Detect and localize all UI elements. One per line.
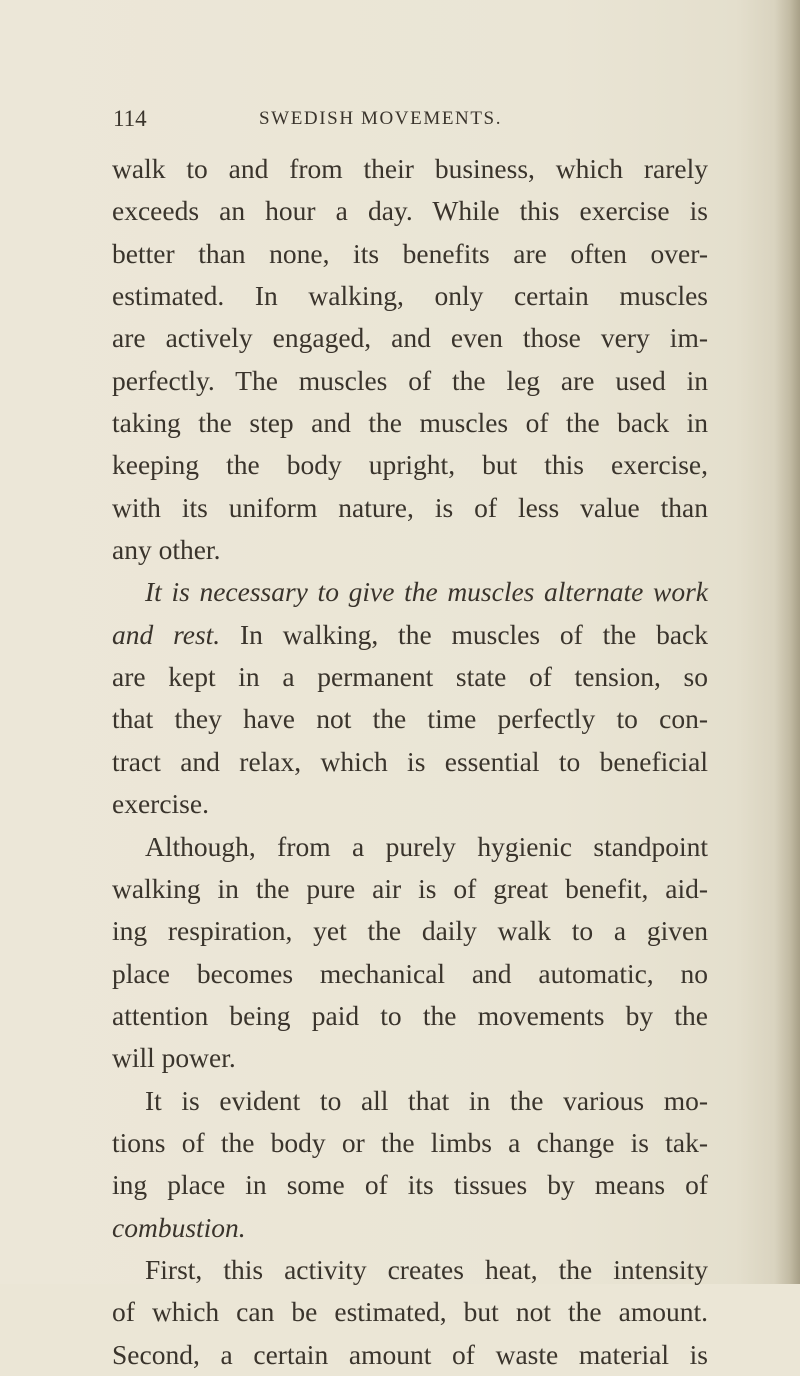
- text-line: are kept in a permanent state of tension, so: [112, 661, 708, 693]
- text-line: tract and relax, which is essential to beneficial: [112, 745, 708, 777]
- text-line: exercise.: [112, 788, 209, 820]
- text-line: taking the step and the muscles of the back in: [112, 407, 708, 439]
- text-line: estimated. In walking, only certain muscles: [112, 280, 708, 312]
- text-line: walk to and from their business, which rarely: [112, 153, 708, 184]
- text-line: perfectly. The muscles of the leg are used in: [112, 364, 708, 396]
- body-text: [112, 148, 708, 1376]
- running-title: SWEDISH MOVEMENTS.: [259, 108, 503, 129]
- text-line: Although, from a purely hygienic standpoint: [145, 830, 708, 862]
- text-line: any other.: [112, 534, 221, 566]
- text-line: exceeds an hour a day. While this exercise is: [112, 195, 708, 227]
- italic-line: It is necessary to give the muscles alternate work: [145, 576, 708, 608]
- page-edge-shadow: [774, 0, 800, 1284]
- text-fragment: In walking, the muscles of the back: [220, 618, 708, 650]
- italic-line: combustion.: [112, 1211, 246, 1243]
- text-line: ing respiration, yet the daily walk to a given: [112, 915, 708, 947]
- text-line: keeping the body upright, but this exercise,: [112, 449, 708, 481]
- page-number: 114: [113, 106, 147, 131]
- text-line: of which can be estimated, but not the amount.: [112, 1296, 708, 1328]
- text-line: are actively engaged, and even those very im-: [112, 322, 708, 354]
- text-line: Second, a certain amount of waste material is: [112, 1338, 708, 1370]
- text-line: attention being paid to the movements by the: [112, 999, 708, 1031]
- text-line: [112, 614, 708, 656]
- page-header: [113, 106, 553, 138]
- italic-phrase: and rest.: [112, 618, 221, 650]
- text-line: that they have not the time perfectly to con-: [112, 703, 708, 735]
- text-line: First, this activity creates heat, the intensity: [145, 1253, 708, 1285]
- text-line: with its uniform nature, is of less value than: [112, 491, 708, 523]
- text-line: ing place in some of its tissues by means of: [112, 1169, 708, 1201]
- text-line: tions of the body or the limbs a change is tak-: [112, 1126, 708, 1158]
- text-line: It is evident to all that in the various mo-: [145, 1084, 708, 1116]
- text-line: walking in the pure air is of great benefit, aid-: [112, 872, 708, 904]
- text-line: will power.: [112, 1042, 236, 1074]
- text-line: place becomes mechanical and automatic, no: [112, 957, 708, 989]
- text-line: better than none, its benefits are often over-: [112, 237, 708, 269]
